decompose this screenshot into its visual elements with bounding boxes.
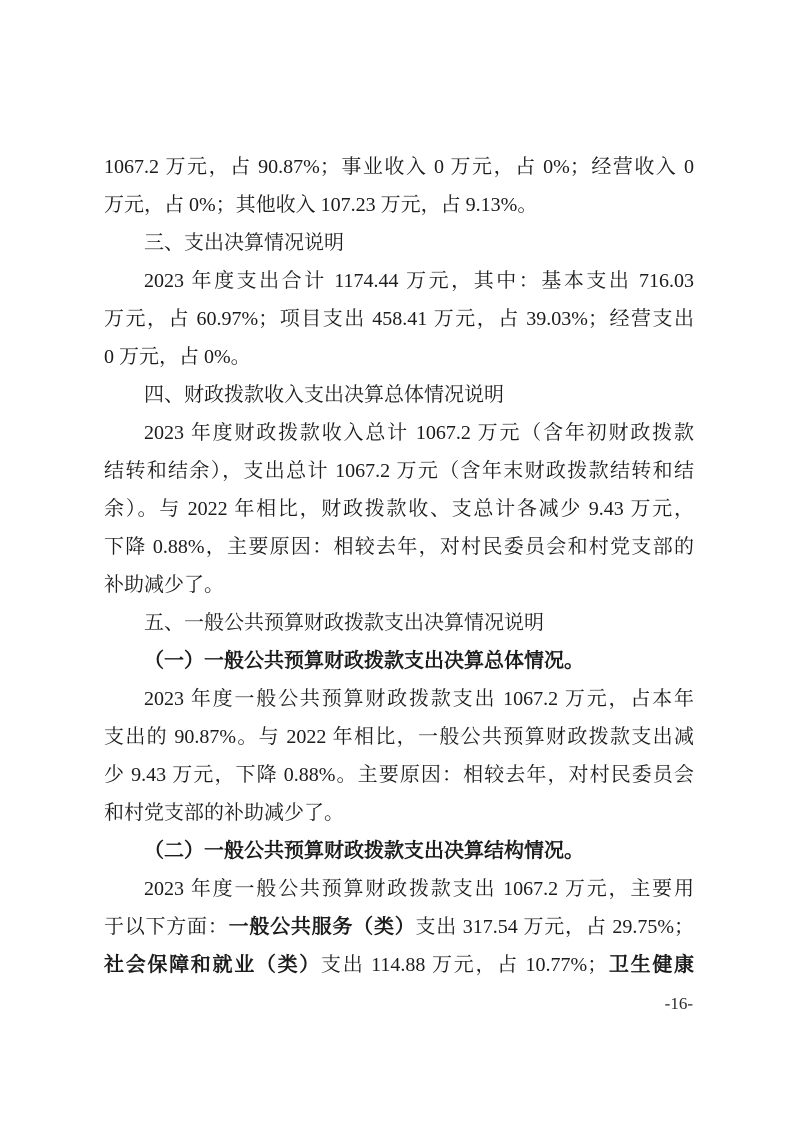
text-line [104, 604, 694, 642]
text-segment: 支出 317.54 万元，占 29.75%； [415, 916, 694, 938]
text-line [104, 946, 694, 984]
text-line [104, 300, 694, 338]
text-line [104, 756, 694, 794]
text-segment: 和村党支部的补助减少了。 [104, 802, 344, 824]
text-segment: 卫生健康 [607, 954, 694, 976]
text-segment: 0 万元，占 0%。 [104, 346, 251, 368]
text-segment: 支出的 90.87%。与 2022 年相比，一般公共预算财政拨款支出减 [104, 726, 694, 748]
text-segment: 少 9.43 万元，下降 0.88%。主要原因：相较去年，对村民委员会 [104, 764, 694, 786]
text-segment: 四、财政拨款收入支出决算总体情况说明 [144, 384, 504, 406]
text-line [104, 832, 694, 870]
text-segment: 支出 114.88 万元，占 10.77%； [321, 954, 608, 976]
text-line [104, 490, 694, 528]
text-line [104, 566, 694, 604]
text-segment: 结转和结余），支出总计 1067.2 万元（含年末财政拨款结转和结 [104, 460, 694, 482]
text-segment: （二）一般公共预算财政拨款支出决算结构情况。 [144, 840, 584, 862]
text-segment: 2023 年度支出合计 1174.44 万元，其中：基本支出 716.03 [144, 270, 694, 292]
text-segment: （一）一般公共预算财政拨款支出决算总体情况。 [144, 650, 584, 672]
text-line [104, 528, 694, 566]
text-line [104, 794, 694, 832]
text-line [104, 148, 694, 186]
text-line [104, 718, 694, 756]
text-line [104, 224, 694, 262]
text-segment: 五、一般公共预算财政拨款支出决算情况说明 [144, 612, 544, 634]
text-line [104, 452, 694, 490]
page-number: -16- [664, 994, 693, 1013]
text-segment: 社会保障和就业（类） [104, 954, 321, 976]
text-segment: 1067.2 万元，占 90.87%；事业收入 0 万元，占 0%；经营收入 0 [104, 156, 694, 178]
text-segment: 补助减少了。 [104, 574, 224, 596]
text-line [104, 338, 694, 376]
text-segment: 一般公共服务（类） [228, 916, 416, 938]
text-line [104, 870, 694, 908]
text-line [104, 262, 694, 300]
text-line [104, 414, 694, 452]
text-line [104, 186, 694, 224]
text-segment: 2023 年度财政拨款收入总计 1067.2 万元（含年初财政拨款 [144, 422, 694, 444]
text-line [104, 642, 694, 680]
document-body [104, 148, 694, 984]
text-segment: 2023 年度一般公共预算财政拨款支出 1067.2 万元，主要用 [144, 878, 694, 900]
text-line [104, 376, 694, 414]
text-segment: 2023 年度一般公共预算财政拨款支出 1067.2 万元，占本年 [144, 688, 694, 710]
text-segment: 万元，占 60.97%；项目支出 458.41 万元，占 39.03%；经营支出 [104, 308, 694, 330]
text-segment: 三、支出决算情况说明 [144, 232, 344, 254]
text-segment: 万元，占 0%；其他收入 107.23 万元，占 9.13%。 [104, 194, 538, 216]
text-segment: 余）。与 2022 年相比，财政拨款收、支总计各减少 9.43 万元， [104, 498, 694, 520]
text-segment: 下降 0.88%，主要原因：相较去年，对村民委员会和村党支部的 [104, 536, 694, 558]
text-line [104, 680, 694, 718]
text-line [104, 908, 694, 946]
text-segment: 于以下方面： [104, 916, 229, 938]
